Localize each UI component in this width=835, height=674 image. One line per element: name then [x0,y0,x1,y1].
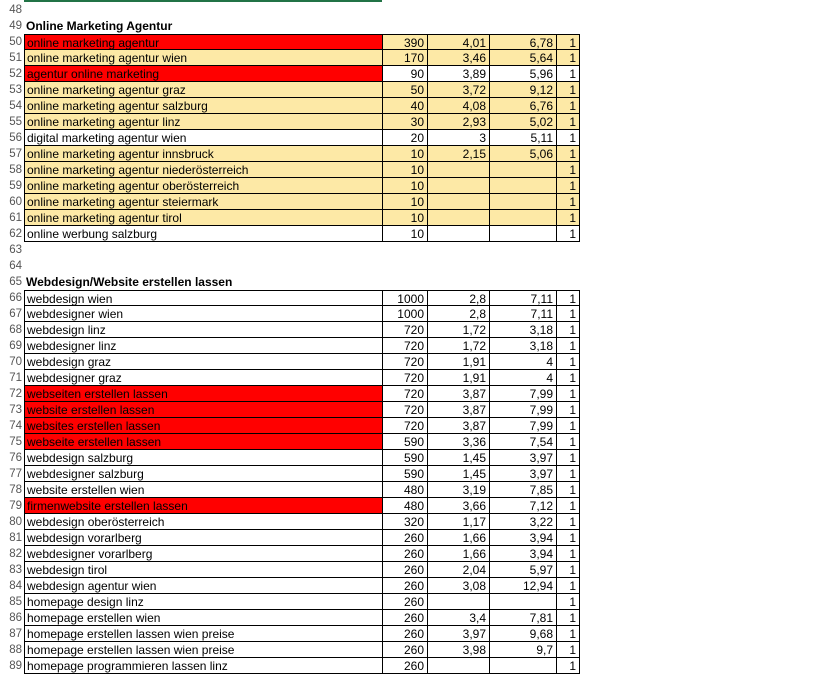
search-volume-cell[interactable]: 720 [383,338,428,354]
cpc-low-cell[interactable] [428,178,490,194]
cpc-low-cell[interactable] [428,210,490,226]
cpc-high-cell[interactable]: 7,11 [490,306,557,322]
cpc-low-cell[interactable]: 3 [428,130,490,146]
cpc-low-cell[interactable]: 3,19 [428,482,490,498]
search-volume-cell[interactable]: 260 [383,626,428,642]
keyword-cell[interactable]: online werbung salzburg [24,226,383,242]
cpc-low-cell[interactable]: 1,66 [428,546,490,562]
cpc-low-cell[interactable]: 4,01 [428,34,490,50]
cpc-low-cell[interactable]: 1,66 [428,530,490,546]
table-row [0,466,835,482]
table-row [0,578,835,594]
cpc-high-cell[interactable]: 5,96 [490,66,557,82]
keyword-cell[interactable]: webdesign wien [24,290,383,306]
table-row [0,290,835,306]
row-header[interactable]: 71 [9,372,22,384]
table-row [0,210,835,226]
count-cell[interactable]: 1 [557,322,580,338]
count-cell[interactable]: 1 [557,34,580,50]
keyword-cell[interactable]: online marketing agentur steiermark [24,194,383,210]
cpc-high-cell[interactable]: 7,12 [490,498,557,514]
cpc-high-cell[interactable]: 5,02 [490,114,557,130]
table-row [0,610,835,626]
keyword-cell[interactable]: website erstellen wien [24,482,383,498]
row-header[interactable]: 77 [9,468,22,480]
keyword-cell[interactable]: homepage programmieren lassen linz [24,658,383,674]
row-header[interactable]: 53 [9,84,22,96]
table-row [0,34,835,50]
table-row [0,130,835,146]
search-volume-cell[interactable]: 10 [383,210,428,226]
cpc-high-cell[interactable]: 9,12 [490,82,557,98]
row-header[interactable]: 57 [9,148,22,160]
cpc-low-cell[interactable]: 3,36 [428,434,490,450]
search-volume-cell[interactable]: 1000 [383,306,428,322]
search-volume-cell[interactable]: 10 [383,178,428,194]
cpc-high-cell[interactable]: 9,68 [490,626,557,642]
table-row [0,178,835,194]
search-volume-cell[interactable]: 720 [383,402,428,418]
cpc-high-cell[interactable]: 3,97 [490,466,557,482]
count-cell[interactable]: 1 [557,546,580,562]
table-row [0,354,835,370]
count-cell[interactable]: 1 [557,226,580,242]
count-cell[interactable]: 1 [557,626,580,642]
row-header[interactable]: 87 [9,628,22,640]
cpc-low-cell[interactable] [428,194,490,210]
table-row [0,18,835,34]
row-header[interactable]: 54 [9,100,22,112]
table-row [0,626,835,642]
cpc-high-cell[interactable]: 7,99 [490,418,557,434]
count-cell[interactable]: 1 [557,514,580,530]
cpc-low-cell[interactable]: 1,72 [428,338,490,354]
cpc-high-cell[interactable]: 3,94 [490,546,557,562]
count-cell[interactable]: 1 [557,370,580,386]
search-volume-cell[interactable]: 390 [383,34,428,50]
keyword-cell[interactable]: agentur online marketing [24,66,383,82]
cpc-high-cell[interactable]: 3,18 [490,338,557,354]
keyword-cell[interactable]: homepage erstellen wien [24,610,383,626]
row-header[interactable]: 56 [9,132,22,144]
table-row [0,562,835,578]
keyword-cell[interactable]: online marketing agentur graz [24,82,383,98]
search-volume-cell[interactable]: 260 [383,578,428,594]
table-row [0,66,835,82]
keyword-cell[interactable]: homepage design linz [24,594,383,610]
row-header[interactable]: 88 [9,644,22,656]
keyword-cell[interactable]: webdesign graz [24,354,383,370]
search-volume-cell[interactable]: 590 [383,450,428,466]
row-header[interactable]: 48 [9,4,22,16]
keyword-cell[interactable]: websites erstellen lassen [24,418,383,434]
row-header[interactable]: 59 [9,180,22,192]
cpc-low-cell[interactable]: 3,87 [428,418,490,434]
row-header[interactable]: 86 [9,612,22,624]
cpc-high-cell[interactable]: 12,94 [490,578,557,594]
count-cell[interactable]: 1 [557,594,580,610]
count-cell[interactable]: 1 [557,578,580,594]
count-cell[interactable]: 1 [557,610,580,626]
keyword-cell[interactable]: webdesign salzburg [24,450,383,466]
cpc-high-cell[interactable]: 5,11 [490,130,557,146]
search-volume-cell[interactable]: 590 [383,434,428,450]
cpc-low-cell[interactable]: 1,17 [428,514,490,530]
row-header[interactable]: 82 [9,548,22,560]
search-volume-cell[interactable]: 260 [383,610,428,626]
table-row [0,498,835,514]
count-cell[interactable]: 1 [557,50,580,66]
keyword-cell[interactable]: online marketing agentur niederösterreich [24,162,383,178]
search-volume-cell[interactable]: 720 [383,370,428,386]
cpc-low-cell[interactable]: 3,87 [428,386,490,402]
cpc-high-cell[interactable]: 3,97 [490,450,557,466]
keyword-cell[interactable] [24,242,383,258]
search-volume-cell[interactable]: 40 [383,98,428,114]
cpc-high-cell[interactable] [490,162,557,178]
keyword-cell[interactable]: online marketing agentur linz [24,114,383,130]
keyword-cell[interactable]: webdesigner salzburg [24,466,383,482]
count-cell[interactable]: 1 [557,530,580,546]
row-header[interactable]: 75 [9,436,22,448]
row-header[interactable]: 63 [9,244,22,256]
search-volume-cell[interactable]: 590 [383,466,428,482]
row-header[interactable]: 67 [9,308,22,320]
keyword-cell[interactable]: Online Marketing Agentur [26,19,173,33]
keyword-cell[interactable]: webdesign vorarlberg [24,530,383,546]
row-header[interactable]: 73 [9,404,22,416]
keyword-cell[interactable] [24,258,383,274]
row-header[interactable]: 74 [9,420,22,432]
keyword-cell[interactable]: online marketing agentur wien [24,50,383,66]
search-volume-cell[interactable]: 720 [383,322,428,338]
table-row [0,306,835,322]
search-volume-cell[interactable]: 260 [383,530,428,546]
search-volume-cell[interactable]: 720 [383,386,428,402]
cpc-high-cell[interactable] [490,194,557,210]
table-row [0,450,835,466]
keyword-cell[interactable]: webdesign oberösterreich [24,514,383,530]
row-header[interactable]: 85 [9,596,22,608]
cpc-low-cell[interactable]: 1,45 [428,450,490,466]
count-cell[interactable]: 1 [557,82,580,98]
row-header[interactable]: 55 [9,116,22,128]
row-header[interactable]: 49 [9,20,22,32]
keyword-cell[interactable]: online marketing agentur salzburg [24,98,383,114]
cpc-high-cell[interactable] [490,226,557,242]
cpc-low-cell[interactable]: 3,08 [428,578,490,594]
count-cell[interactable]: 1 [557,114,580,130]
count-cell[interactable]: 1 [557,450,580,466]
table-row [0,546,835,562]
search-volume-cell[interactable]: 30 [383,114,428,130]
cpc-high-cell[interactable]: 5,97 [490,562,557,578]
cpc-high-cell[interactable]: 7,99 [490,402,557,418]
search-volume-cell[interactable]: 480 [383,498,428,514]
cpc-high-cell[interactable]: 7,99 [490,386,557,402]
row-header[interactable]: 78 [9,484,22,496]
search-volume-cell[interactable]: 720 [383,354,428,370]
keyword-cell[interactable]: webdesigner vorarlberg [24,546,383,562]
count-cell[interactable]: 1 [557,146,580,162]
cpc-low-cell[interactable] [428,226,490,242]
count-cell[interactable]: 1 [557,338,580,354]
search-volume-cell[interactable]: 10 [383,162,428,178]
table-row [0,402,835,418]
keyword-cell[interactable]: website erstellen lassen [24,402,383,418]
keyword-cell[interactable]: online marketing agentur innsbruck [24,146,383,162]
table-row [0,514,835,530]
keyword-cell[interactable]: digital marketing agentur wien [24,130,383,146]
cpc-low-cell[interactable]: 3,87 [428,402,490,418]
row-header[interactable]: 52 [9,68,22,80]
row-header[interactable]: 84 [9,580,22,592]
row-header[interactable]: 66 [9,292,22,304]
cpc-low-cell[interactable]: 2,15 [428,146,490,162]
table-row [0,258,835,274]
cpc-low-cell[interactable]: 1,91 [428,370,490,386]
keyword-cell[interactable]: webdesigner linz [24,338,383,354]
table-row [0,434,835,450]
row-header[interactable]: 72 [9,388,22,400]
row-header[interactable]: 51 [9,52,22,64]
search-volume-cell[interactable]: 260 [383,642,428,658]
row-header[interactable]: 61 [9,212,22,224]
table-row [0,114,835,130]
cpc-high-cell[interactable]: 6,76 [490,98,557,114]
cpc-high-cell[interactable] [490,210,557,226]
cpc-low-cell[interactable]: 3,98 [428,642,490,658]
cpc-low-cell[interactable]: 1,72 [428,322,490,338]
count-cell[interactable]: 1 [557,418,580,434]
row-header[interactable]: 83 [9,564,22,576]
table-row [0,226,835,242]
cpc-low-cell[interactable]: 3,89 [428,66,490,82]
count-cell[interactable]: 1 [557,434,580,450]
count-cell[interactable]: 1 [557,562,580,578]
count-cell[interactable]: 1 [557,66,580,82]
count-cell[interactable]: 1 [557,482,580,498]
cpc-high-cell[interactable] [490,594,557,610]
cpc-high-cell[interactable]: 5,06 [490,146,557,162]
count-cell[interactable]: 1 [557,130,580,146]
search-volume-cell[interactable]: 50 [383,82,428,98]
row-header[interactable]: 64 [9,260,22,272]
row-header[interactable]: 81 [9,532,22,544]
search-volume-cell[interactable]: 320 [383,514,428,530]
table-row [0,642,835,658]
cpc-low-cell[interactable]: 1,45 [428,466,490,482]
cpc-high-cell[interactable]: 4 [490,370,557,386]
cpc-low-cell[interactable]: 1,91 [428,354,490,370]
table-row [0,594,835,610]
cpc-high-cell[interactable]: 4 [490,354,557,370]
cpc-low-cell[interactable]: 3,66 [428,498,490,514]
cpc-low-cell[interactable]: 3,72 [428,82,490,98]
row-header[interactable]: 50 [9,36,22,48]
search-volume-cell[interactable]: 260 [383,546,428,562]
count-cell[interactable]: 1 [557,194,580,210]
cpc-high-cell[interactable]: 3,94 [490,530,557,546]
count-cell[interactable]: 1 [557,386,580,402]
keyword-cell[interactable]: Webdesign/Website erstellen lassen [26,275,233,289]
row-header[interactable]: 60 [9,196,22,208]
keyword-cell[interactable]: webdesigner wien [24,306,383,322]
search-volume-cell[interactable]: 10 [383,146,428,162]
search-volume-cell[interactable]: 720 [383,418,428,434]
table-row [0,146,835,162]
keyword-cell[interactable]: online marketing agentur tirol [24,210,383,226]
table-row [0,418,835,434]
table-row [0,482,835,498]
table-row [0,162,835,178]
row-header[interactable]: 76 [9,452,22,464]
keyword-cell[interactable]: webdesign linz [24,322,383,338]
cpc-low-cell[interactable] [428,594,490,610]
keyword-cell[interactable]: firmenwebsite erstellen lassen [24,498,383,514]
cpc-high-cell[interactable]: 7,11 [490,290,557,306]
cpc-low-cell[interactable]: 3,4 [428,610,490,626]
keyword-cell[interactable]: homepage erstellen lassen wien preise [24,626,383,642]
cpc-high-cell[interactable]: 9,7 [490,642,557,658]
cpc-low-cell[interactable]: 4,08 [428,98,490,114]
search-volume-cell[interactable]: 90 [383,66,428,82]
search-volume-cell[interactable]: 260 [383,594,428,610]
table-row [0,194,835,210]
keyword-cell[interactable]: webdesign agentur wien [24,578,383,594]
table-row [0,370,835,386]
cpc-high-cell[interactable]: 7,81 [490,610,557,626]
search-volume-cell[interactable]: 10 [383,194,428,210]
count-cell[interactable]: 1 [557,98,580,114]
count-cell[interactable]: 1 [557,162,580,178]
keyword-cell[interactable]: webdesigner graz [24,370,383,386]
table-row [0,242,835,258]
table-row [0,98,835,114]
keyword-cell[interactable]: webdesign tirol [24,562,383,578]
cpc-low-cell[interactable] [428,658,490,674]
search-volume-cell[interactable]: 1000 [383,290,428,306]
keyword-cell[interactable] [24,2,383,18]
table-row [0,338,835,354]
row-header[interactable]: 80 [9,516,22,528]
cpc-low-cell[interactable]: 2,8 [428,306,490,322]
count-cell[interactable]: 1 [557,178,580,194]
count-cell[interactable]: 1 [557,306,580,322]
cpc-low-cell[interactable]: 3,97 [428,626,490,642]
count-cell[interactable]: 1 [557,466,580,482]
cpc-high-cell[interactable] [490,178,557,194]
cpc-high-cell[interactable]: 7,85 [490,482,557,498]
row-header[interactable]: 69 [9,340,22,352]
table-row [0,322,835,338]
row-header[interactable]: 65 [9,276,22,288]
keyword-cell[interactable]: homepage erstellen lassen wien preise [24,642,383,658]
table-row [0,2,835,18]
search-volume-cell[interactable]: 480 [383,482,428,498]
cpc-low-cell[interactable]: 2,04 [428,562,490,578]
search-volume-cell[interactable]: 260 [383,658,428,674]
cpc-high-cell[interactable]: 5,64 [490,50,557,66]
count-cell[interactable]: 1 [557,354,580,370]
row-header[interactable]: 58 [9,164,22,176]
cpc-high-cell[interactable]: 3,18 [490,322,557,338]
keyword-cell[interactable]: webseiten erstellen lassen [24,386,383,402]
row-header[interactable]: 70 [9,356,22,368]
cpc-high-cell[interactable]: 3,22 [490,514,557,530]
cpc-high-cell[interactable]: 6,78 [490,34,557,50]
keyword-cell[interactable]: online marketing agentur oberösterreich [24,178,383,194]
table-row [0,658,835,674]
cpc-low-cell[interactable]: 2,8 [428,290,490,306]
row-header[interactable]: 89 [9,660,22,672]
table-row [0,82,835,98]
cpc-low-cell[interactable] [428,162,490,178]
cpc-high-cell[interactable] [490,658,557,674]
table-row [0,530,835,546]
search-volume-cell[interactable]: 20 [383,130,428,146]
table-row [0,386,835,402]
count-cell[interactable]: 1 [557,642,580,658]
row-header[interactable]: 62 [9,228,22,240]
row-header[interactable]: 68 [9,324,22,336]
count-cell[interactable]: 1 [557,290,580,306]
count-cell[interactable]: 1 [557,658,580,674]
search-volume-cell[interactable]: 260 [383,562,428,578]
count-cell[interactable]: 1 [557,402,580,418]
search-volume-cell[interactable]: 10 [383,226,428,242]
search-volume-cell[interactable]: 170 [383,50,428,66]
count-cell[interactable]: 1 [557,498,580,514]
table-row [0,274,835,290]
table-row [0,50,835,66]
cpc-high-cell[interactable]: 7,54 [490,434,557,450]
keyword-cell[interactable]: online marketing agentur [24,34,383,50]
count-cell[interactable]: 1 [557,210,580,226]
cpc-low-cell[interactable]: 3,46 [428,50,490,66]
row-header[interactable]: 79 [9,500,22,512]
keyword-cell[interactable]: webseite erstellen lassen [24,434,383,450]
cpc-low-cell[interactable]: 2,93 [428,114,490,130]
